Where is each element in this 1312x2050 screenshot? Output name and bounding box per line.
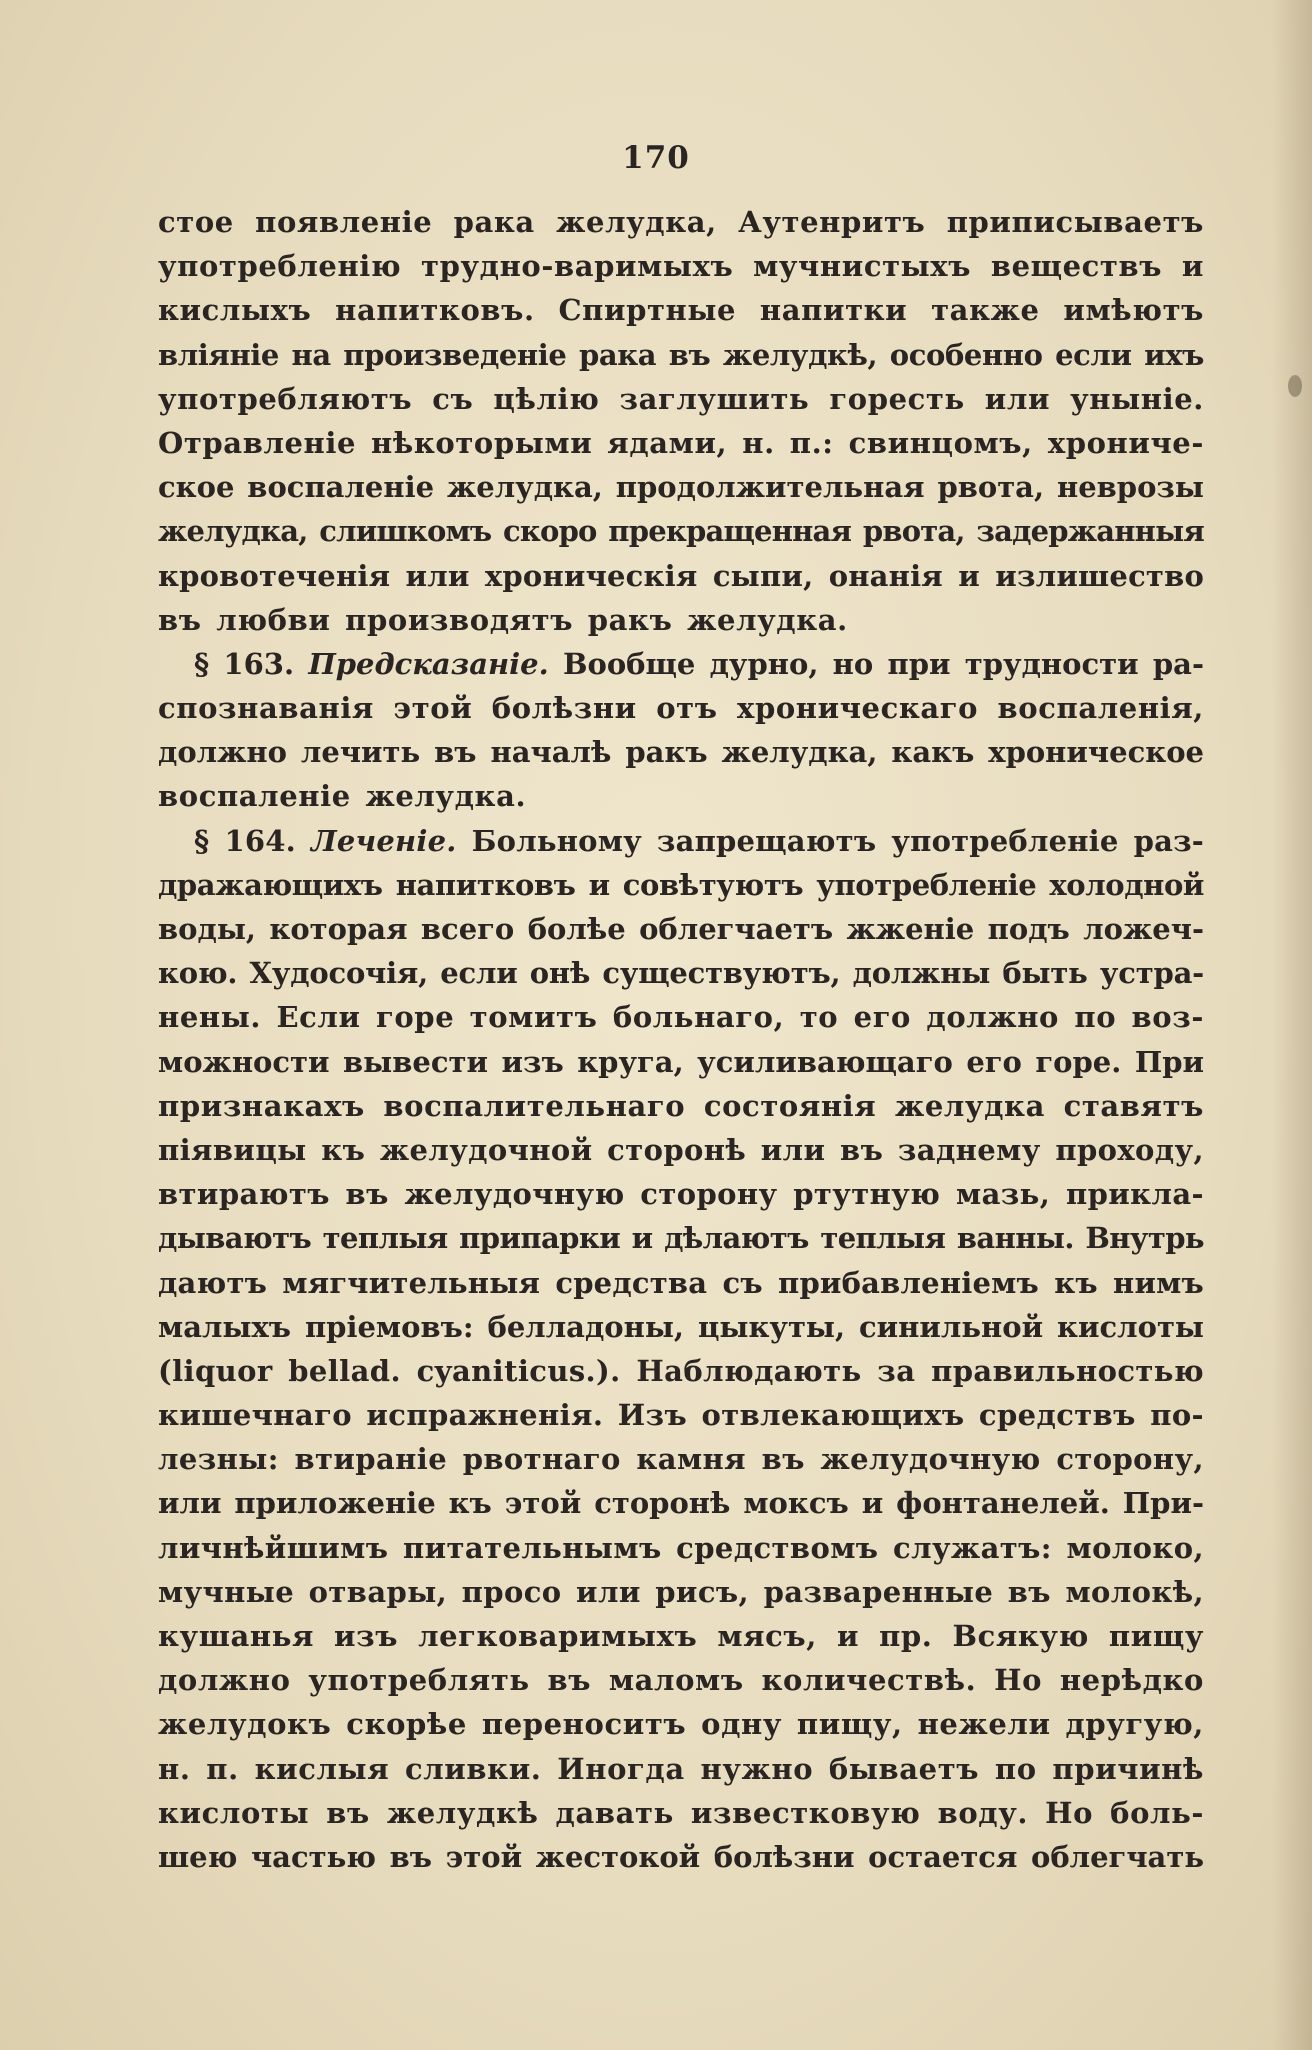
body-text xyxy=(158,200,1204,1879)
section-164-heading-line xyxy=(158,819,1204,863)
text-line: или приложеніе къ этой сторонѣ моксъ и фонтанелей. При- xyxy=(158,1486,1204,1521)
section-163-first-line: Вообще дурно, но при трудности ра- xyxy=(562,646,1204,681)
text-line: спознаванія этой болѣзни отъ хроническаго воспаленія, xyxy=(158,691,1204,726)
text-line: въ любви производятъ ракъ желудка. xyxy=(158,602,848,637)
text-line: можности вывести изъ круга, усиливающаго его горе. При xyxy=(158,1044,1204,1079)
text-line: н. п. кислыя сливки. Иногда нужно бываетъ по причинѣ xyxy=(158,1751,1204,1786)
text-line: употребляютъ съ цѣлію заглушить горесть или уныніе. xyxy=(158,381,1204,416)
text-line: воды, которая всего болѣе облегчаетъ жженіе подъ ложеч- xyxy=(158,912,1204,946)
text-line: лезны: втираніе рвотнаго камня въ желудочную сторону, xyxy=(158,1442,1204,1477)
section-164-title: Леченіе. xyxy=(310,823,457,858)
text-line: нены. Если горе томитъ больнаго, то его должно по воз- xyxy=(158,1000,1204,1035)
text-line: стое появленіе рака желудка, Аутенритъ приписываетъ xyxy=(158,205,1204,239)
text-line: Отравленіе нѣкоторыми ядами, н. п.: свинцомъ, хрониче- xyxy=(158,425,1204,460)
text-line: кровотеченія или хроническія сыпи, онанія и излишество xyxy=(158,558,1204,593)
section-164-number: § 164. xyxy=(194,823,296,858)
ink-blot xyxy=(1288,375,1302,397)
page-edge-shadow xyxy=(1272,0,1312,2050)
section-164-first-line: Больному запрещаютъ употребленіе раз- xyxy=(471,823,1205,858)
text-line: кою. Худосочія, если онѣ существуютъ, должны быть устра- xyxy=(158,956,1204,991)
section-163-heading-line xyxy=(158,642,1204,686)
text-line: ское воспаленіе желудка, продолжительная рвота, неврозы xyxy=(158,470,1204,505)
text-line: должно лечить въ началѣ ракъ желудка, какъ хроническое xyxy=(158,735,1204,770)
text-line: употребленію трудно-варимыхъ мучнистыхъ веществъ и xyxy=(158,249,1204,284)
text-line: личнѣйшимъ питательнымъ средствомъ служатъ: молоко, xyxy=(158,1530,1204,1565)
text-line: малыхъ пріемовъ: белладоны, цыкуты, синильной кислоты xyxy=(158,1309,1204,1344)
text-line: кислоты въ желудкѣ давать известковую воду. Но боль- xyxy=(158,1795,1204,1830)
text-line: дражающихъ напитковъ и совѣтуютъ употребленіе холодной xyxy=(158,867,1204,902)
text-line: втираютъ въ желудочную сторону ртутную мазь, прикла- xyxy=(158,1177,1204,1212)
text-line: кушанья изъ легковаримыхъ мясъ, и пр. Всякую пищу xyxy=(158,1619,1204,1653)
text-line: желудокъ скорѣе переноситъ одну пищу, нежели другую, xyxy=(158,1707,1204,1742)
text-line: даютъ мягчительныя средства съ прибавленіемъ къ нимъ xyxy=(158,1265,1204,1300)
page-number: 170 xyxy=(622,140,690,176)
text-line: признакахъ воспалительнаго состоянія желудка ставятъ xyxy=(158,1088,1204,1123)
text-line: кишечнаго испражненія. Изъ отвлекающихъ средствъ по- xyxy=(158,1398,1204,1433)
text-line: кислыхъ напитковъ. Спиртные напитки также имѣютъ xyxy=(158,293,1204,328)
section-163-title: Предсказаніе. xyxy=(308,646,549,681)
text-line: воспаленіе желудка. xyxy=(158,779,527,814)
text-line: мучные отвары, просо или рисъ, разваренные въ молокѣ, xyxy=(158,1574,1204,1609)
section-163-number: § 163. xyxy=(194,646,295,681)
text-line: дываютъ теплыя припарки и дѣлаютъ теплыя ванны. Внутрь xyxy=(158,1221,1204,1256)
text-line: (liquor bellad. cyaniticus.). Наблюдають за правильностью xyxy=(158,1353,1204,1388)
text-line: желудка, слишкомъ скоро прекращенная рвота, задержанныя xyxy=(158,514,1204,549)
text-line: шею частью въ этой жестокой болѣзни остается облегчать xyxy=(158,1839,1204,1874)
text-line: вліяніе на произведеніе рака въ желудкѣ, особенно если ихъ xyxy=(158,337,1204,372)
text-line: должно употреблять въ маломъ количествѣ. Но нерѣдко xyxy=(158,1663,1204,1698)
text-line: піявицы къ желудочной сторонѣ или въ заднему проходу, xyxy=(158,1132,1204,1167)
